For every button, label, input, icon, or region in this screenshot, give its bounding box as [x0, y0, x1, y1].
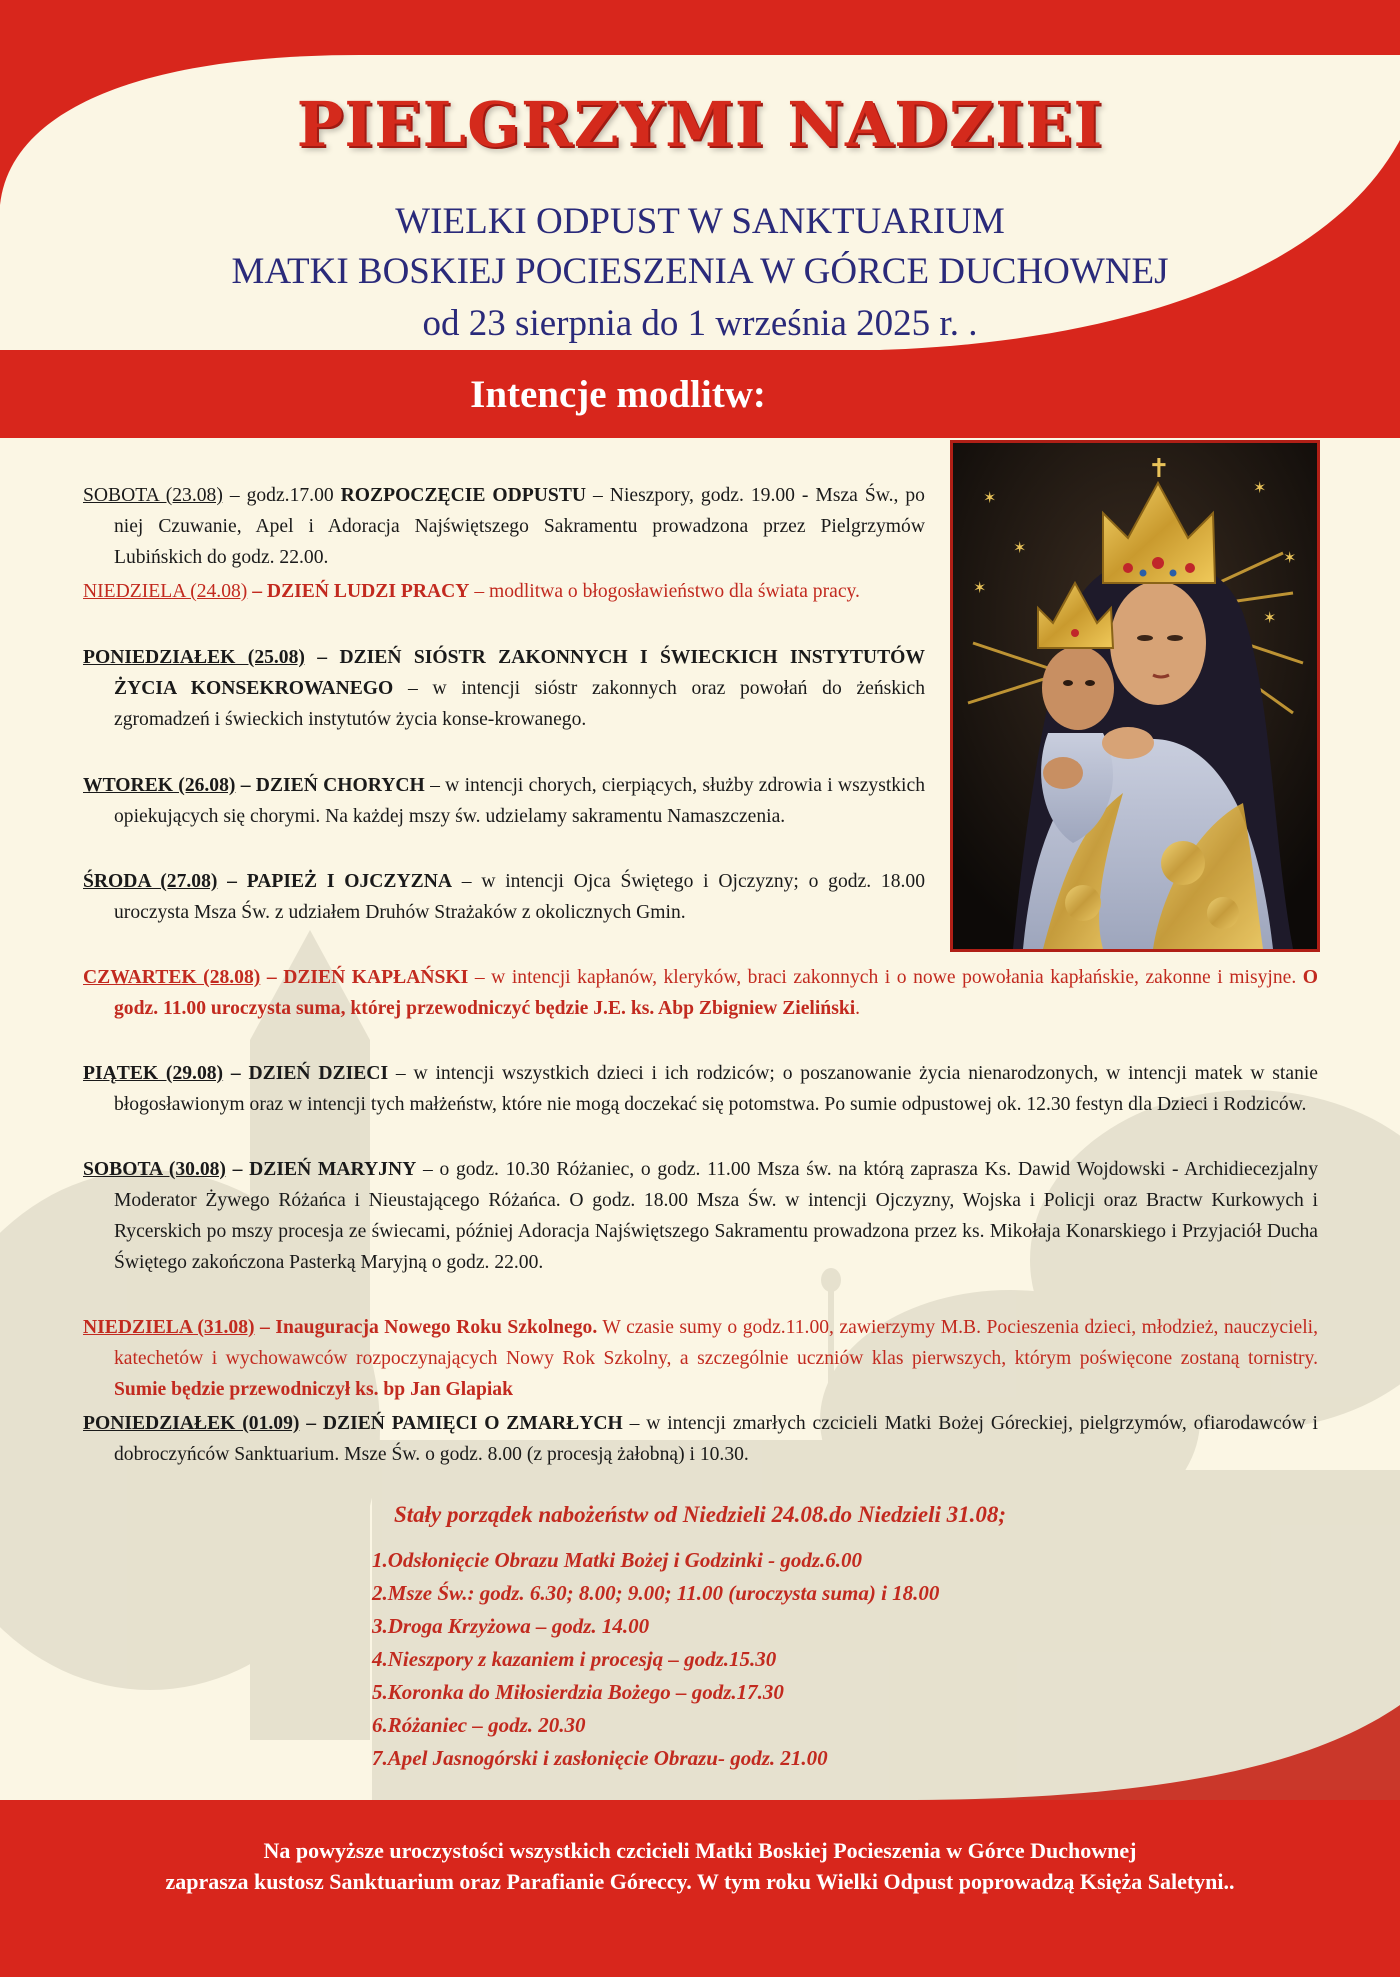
- schedule-item: 7.Apel Jasnogórski i zasłonięcie Obrazu- godz. 21.00: [372, 1746, 828, 1770]
- entry-monday-25: PONIEDZIAŁEK (25.08) – DZIEŃ SIÓSTR ZAKONNYCH I ŚWIECKICH INSTYTUTÓW ŻYCIA KONSEKROWANEGO – w intencji sióstr zakonnych oraz powołań do żeńskich zgromadzeń i świeckich instytutów życia konse-krowanego.: [83, 647, 925, 730]
- madonna-painting: [953, 443, 1317, 949]
- schedule-title: Stały porządek nabożeństw od Niedzieli 24.08.do Niedzieli 31.08;: [393, 1502, 1007, 1527]
- entry-day: WTOREK (26.08): [83, 775, 236, 796]
- entry-day: PIĄTEK (29.08): [83, 1063, 224, 1084]
- entry-day: ŚRODA (27.08): [83, 871, 218, 892]
- entry-theme: – DZIEŃ SIÓSTR ZAKONNYCH I ŚWIECKICH INSTYTUTÓW ŻYCIA KONSEKROWANEGO: [114, 647, 925, 699]
- entry-theme: – DZIEŃ KAPŁAŃSKI: [260, 967, 469, 988]
- entry-day: NIEDZIELA (24.08): [83, 581, 248, 602]
- entry-theme: – Inauguracja Nowego Roku Szkolnego.: [254, 1317, 598, 1338]
- entry-theme: – DZIEŃ LUDZI PRACY: [247, 581, 470, 602]
- entry-saturday-23: SOBOTA (23.08) – godz.17.00 ROZPOCZĘCIE ODPUSTU – Nieszpory, godz. 19.00 - Msza Św., po niej Czuwanie, Apel i Adoracja Najświętszego Sakramentu prowadzona przez Pielgrzymów Lubińskich do godz. 22.00.: [83, 485, 925, 568]
- svg-text:✶: ✶: [1283, 548, 1297, 567]
- entry-saturday-30: SOBOTA (30.08) – DZIEŃ MARYJNY – o godz. 10.30 Różaniec, o godz. 11.00 Msza św. na którą zaprasza Ks. Dawid Wojdowski - Archidiecezjalny Moderator Żywego Różańca i Nieustającego Różańca. O godz. 18.00 Msza Św. w intencji Ojczyzny, Wojska i Policji oraz Bractw Kurkowych i Rycerskich po mszy procesja ze świecami, później Adoracja Najświętszego Sakramentu prowadzona przez ks. Mikołaja Konarskiego i Przyjaciół Ducha Świętego zakończona Pasterką Maryjną o godz. 22.00.: [83, 1159, 1318, 1273]
- svg-text:✶: ✶: [973, 578, 987, 597]
- subtitle-line-1: WIELKI ODPUST W SANKTUARIUM: [395, 201, 1005, 242]
- schedule-item: 6.Różaniec – godz. 20.30: [372, 1713, 586, 1737]
- section-title: Intencje modlitw:: [470, 373, 766, 416]
- entry-theme: – DZIEŃ DZIECI: [223, 1063, 389, 1084]
- entry-monday-01: PONIEDZIAŁEK (01.09) – DZIEŃ PAMIĘCI O ZMARŁYCH – w intencji zmarłych czcicieli Matki Bożej Góreckiej, pielgrzymów, ofiarodawców i dobroczyńców Sanktuarium. Msze Św. o godz. 8.00 (z procesją żałobną) i 10.30.: [83, 1413, 1318, 1465]
- footer-line-1: Na powyższe uroczystości wszystkich czcicieli Matki Boskiej Pocieszenia w Górce Duchownej: [263, 1838, 1137, 1863]
- entry-day: SOBOTA (23.08): [83, 485, 223, 506]
- footer-line-2: zaprasza kustosz Sanktuarium oraz Parafianie Góreccy. W tym roku Wielki Odpust poprowadzą Księża Saletyni..: [165, 1869, 1235, 1894]
- schedule-item: 1.Odsłonięcie Obrazu Matki Bożej i Godzinki - godz.6.00: [372, 1548, 863, 1572]
- entry-day: SOBOTA (30.08): [83, 1159, 226, 1180]
- subtitle-line-2: MATKI BOSKIEJ POCIESZENIA W GÓRCE DUCHOWNEJ: [231, 251, 1169, 292]
- entry-theme: – DZIEŃ PAMIĘCI O ZMARŁYCH: [299, 1413, 623, 1434]
- schedule-item: 3.Droga Krzyżowa – godz. 14.00: [372, 1614, 650, 1638]
- schedule-item: 5.Koronka do Miłosierdzia Bożego – godz.17.30: [372, 1680, 784, 1704]
- entry-day: PONIEDZIAŁEK (01.09): [83, 1413, 300, 1434]
- entry-friday-29: PIĄTEK (29.08) – DZIEŃ DZIECI – w intencji wszystkich dzieci i ich rodziców; o poszanowanie życia nienarodzonych, w intencji matek w stanie błogosławionym oraz w intencji tych małżeństw, które nie mogą doczekać się potomstwa. Po sumie odpustowej ok. 12.30 festyn dla Dzieci i Rodziców.: [83, 1063, 1319, 1115]
- schedule-item: 4.Nieszpory z kazaniem i procesją – godz.15.30: [372, 1647, 777, 1671]
- madonna-icon-image: [950, 440, 1320, 952]
- schedule-list: [372, 1544, 939, 1775]
- entry-theme: – PAPIEŻ I OJCZYZNA: [217, 871, 453, 892]
- svg-text:✶: ✶: [983, 488, 997, 507]
- entry-highlight: Sumie będzie przewodniczył ks. bp Jan Glapiak: [114, 1379, 514, 1400]
- entry-sunday-24: NIEDZIELA (24.08) – DZIEŃ LUDZI PRACY – modlitwa o błogosławieństwo dla świata pracy.: [83, 581, 860, 602]
- poster-title: PIELGRZYMI NADZIEI: [296, 88, 1104, 161]
- entry-wednesday-27: ŚRODA (27.08) – PAPIEŻ I OJCZYZNA – w intencji Ojca Świętego i Ojczyzny; o godz. 18.00 uroczysta Msza Św. z udziałem Druhów Strażaków z okolicznych Gmin.: [83, 871, 926, 923]
- svg-text:✝: ✝: [1148, 454, 1170, 484]
- entry-theme: – DZIEŃ MARYJNY: [225, 1159, 417, 1180]
- entry-theme: – DZIEŃ CHORYCH: [235, 775, 425, 796]
- svg-text:✶: ✶: [1013, 538, 1027, 557]
- svg-text:✶: ✶: [1263, 608, 1277, 627]
- entry-highlight: O godz. 11.00 uroczysta suma, której przewodniczyć będzie J.E. ks. Abp Zbigniew Zieliński: [114, 967, 1319, 1019]
- entry-tuesday-26: WTOREK (26.08) – DZIEŃ CHORYCH – w intencji chorych, cierpiących, służby zdrowia i wszystkich opiekujących się chorymi. Na każdej mszy św. udzielamy sakramentu Namaszczenia.: [83, 775, 925, 827]
- date-range: od 23 sierpnia do 1 września 2025 r. .: [422, 303, 978, 344]
- entry-thursday-28: CZWARTEK (28.08) – DZIEŃ KAPŁAŃSKI – w intencji kapłanów, kleryków, braci zakonnych i o nowe powołania kapłańskie, zakonne i misyjne. O godz. 11.00 uroczysta suma, której przewodniczyć będzie J.E. ks. Abp Zbigniew Zieliński.: [83, 967, 1319, 1019]
- entry-day: PONIEDZIAŁEK (25.08): [83, 647, 305, 668]
- entry-theme: ROZPOCZĘCIE ODPUSTU: [340, 485, 587, 506]
- entry-day: NIEDZIELA (31.08): [83, 1317, 255, 1338]
- svg-text:✶: ✶: [1253, 478, 1267, 497]
- entry-day: CZWARTEK (28.08): [83, 967, 261, 988]
- entry-sunday-31: NIEDZIELA (31.08) – Inauguracja Nowego Roku Szkolnego. W czasie sumy o godz.11.00, zawierzymy M.B. Pocieszenia dzieci, młodzież, nauczycieli, katechetów i wychowawców rozpoczynających Nowy Rok Szkolny, a szczególnie uczniów klas pierwszych, którym poświęcone zostaną tornistry. Sumie będzie przewodniczył ks. bp Jan Glapiak: [83, 1317, 1318, 1400]
- schedule-item: 2.Msze Św.: godz. 6.30; 8.00; 9.00; 11.00 (uroczysta suma) i 18.00: [372, 1581, 940, 1605]
